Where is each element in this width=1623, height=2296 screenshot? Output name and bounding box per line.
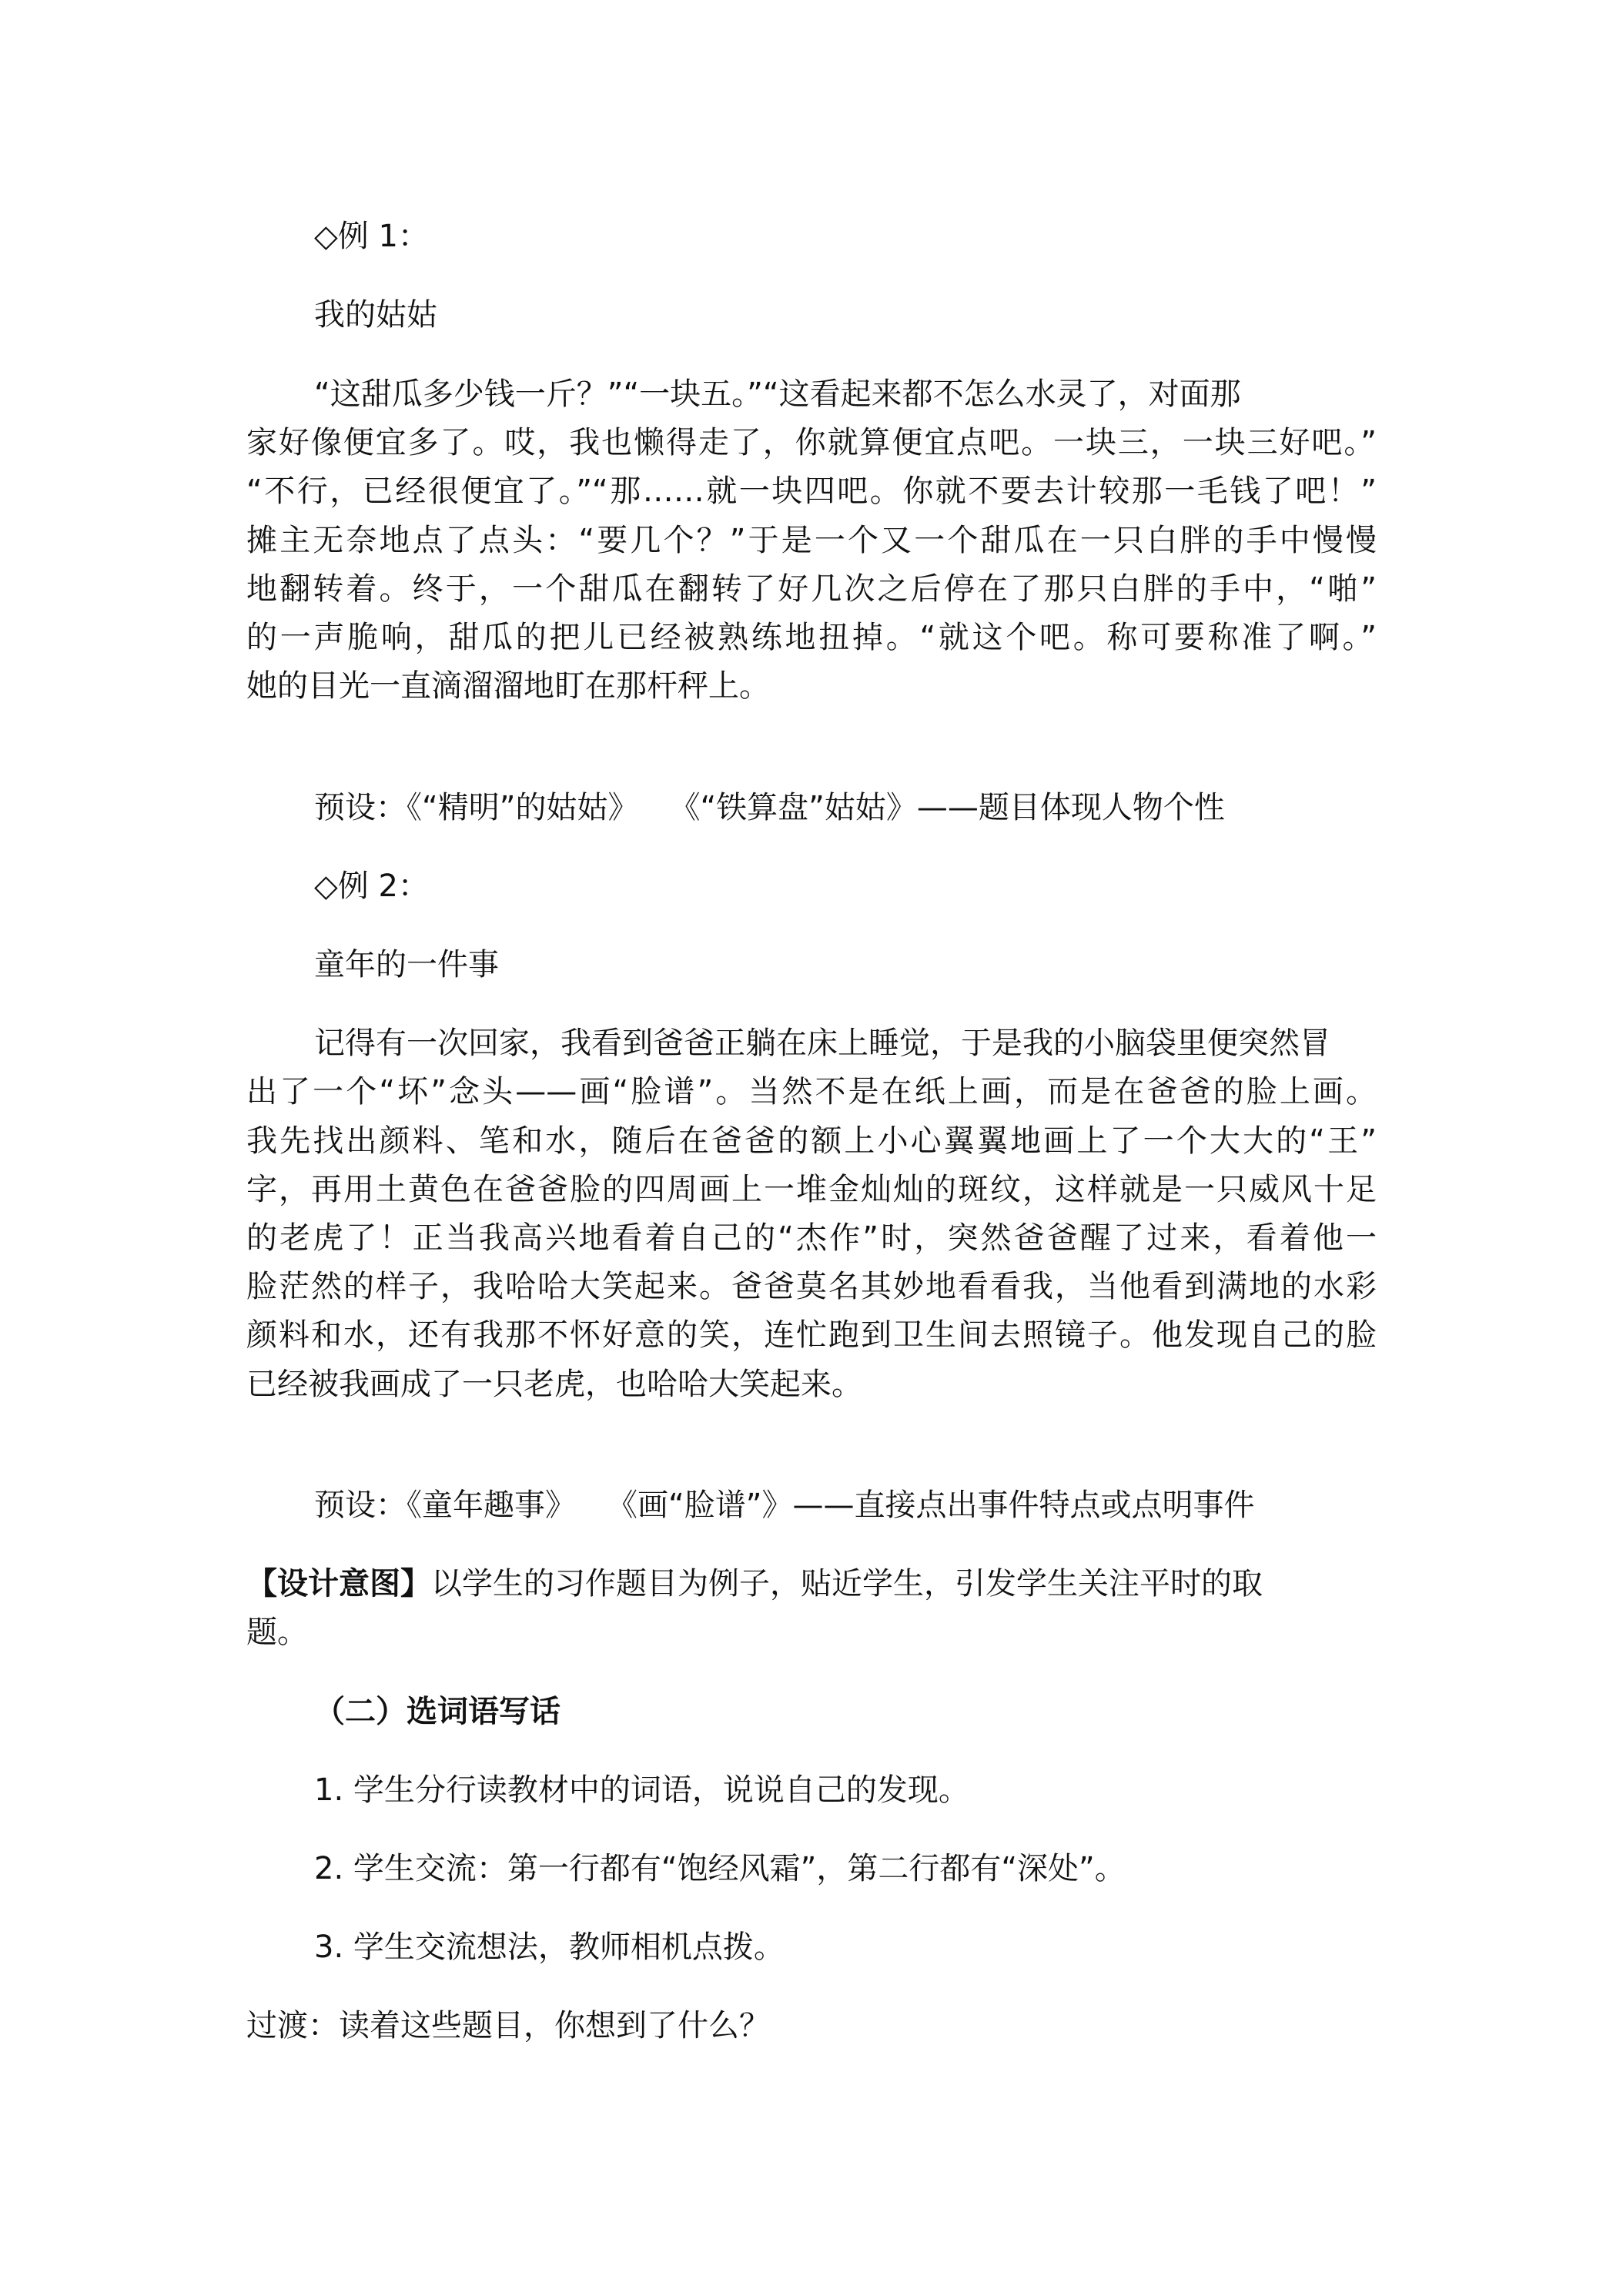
example-2-paragraph-line: 已经被我画成了一只老虎，也哈哈大笑起来。 xyxy=(246,1367,862,1402)
example-1-label: ◇例 1： xyxy=(314,219,429,254)
example-1-paragraph-line: “这甜瓜多少钱一斤？”“一块五。”“这看起来都不怎么水灵了，对面那 xyxy=(314,377,1241,412)
example-1-paragraph-line: “不行，已经很便宜了。”“那……就一块四吧。你就不要去计较那一毛钱了吧！” xyxy=(246,474,1377,509)
example-1-paragraph-line: 的一声脆响，甜瓜的把儿已经被熟练地扭掉。“就这个吧。称可要称准了啊。” xyxy=(246,620,1377,655)
example-1-paragraph-line: 家好像便宜多了。哎，我也懒得走了，你就算便宜点吧。一块三，一块三好吧。” xyxy=(246,425,1377,460)
design-intent-line xyxy=(246,1565,1623,1602)
example-1-paragraph-line: 摊主无奈地点了点头：“要几个？”于是一个又一个甜瓜在一只白胖的手中慢慢 xyxy=(246,523,1377,558)
example-2-label: ◇例 2： xyxy=(314,869,429,904)
example-2-paragraph-line: 脸茫然的样子，我哈哈大笑起来。爸爸莫名其妙地看看我，当他看到满地的水彩 xyxy=(246,1269,1377,1304)
example-2-paragraph-line: 的老虎了！正当我高兴地看着自己的“杰作”时，突然爸爸醒了过来，看着他一 xyxy=(246,1220,1377,1256)
design-intent-text: 以学生的习作题目为例子，贴近学生，引发学生关注平时的取 xyxy=(431,1566,1263,1602)
step-3: 3. 学生交流想法，教师相机点拨。 xyxy=(314,1930,785,1965)
example-1-paragraph-line: 她的目光一直滴溜溜地盯在那杆秤上。 xyxy=(246,668,770,704)
example-2-preset: 预设：《童年趣事》 《画“脸谱”》——直接点出事件特点或点明事件 xyxy=(314,1488,1255,1523)
step-2: 2. 学生交流：第一行都有“饱经风霜”，第二行都有“深处”。 xyxy=(314,1851,1126,1886)
section-heading: （二）选词语写话 xyxy=(314,1694,561,1729)
design-intent-label: 【设计意图】 xyxy=(246,1566,431,1602)
example-2-paragraph-line: 颜料和水，还有我那不怀好意的笑，连忙跑到卫生间去照镜子。他发现自己的脸 xyxy=(246,1317,1377,1353)
example-1-paragraph-line: 地翻转着。终于，一个甜瓜在翻转了好几次之后停在了那只白胖的手中，“啪” xyxy=(246,571,1377,607)
example-2-paragraph-line: 我先找出颜料、笔和水，随后在爸爸的额上小心翼翼地画上了一个大大的“王” xyxy=(246,1123,1377,1159)
step-1: 1. 学生分行读教材中的词语，说说自己的发现。 xyxy=(314,1772,969,1808)
example-1-title: 我的姑姑 xyxy=(314,297,437,333)
design-intent-continuation: 题。 xyxy=(246,1615,308,1650)
example-1-preset: 预设：《“精明”的姑姑》 《“铁算盘”姑姑》——题目体现人物个性 xyxy=(314,790,1225,825)
example-2-title: 童年的一件事 xyxy=(314,947,499,982)
transition-question: 过渡：读着这些题目，你想到了什么？ xyxy=(246,2008,770,2043)
example-2-paragraph-line: 记得有一次回家，我看到爸爸正躺在床上睡觉，于是我的小脑袋里便突然冒 xyxy=(314,1026,1330,1061)
example-2-paragraph-line: 出了一个“坏”念头——画“脸谱”。当然不是在纸上画，而是在爸爸的脸上画。 xyxy=(246,1074,1377,1110)
example-2-paragraph-line: 字，再用土黄色在爸爸脸的四周画上一堆金灿灿的斑纹，这样就是一只威风十足 xyxy=(246,1172,1377,1207)
